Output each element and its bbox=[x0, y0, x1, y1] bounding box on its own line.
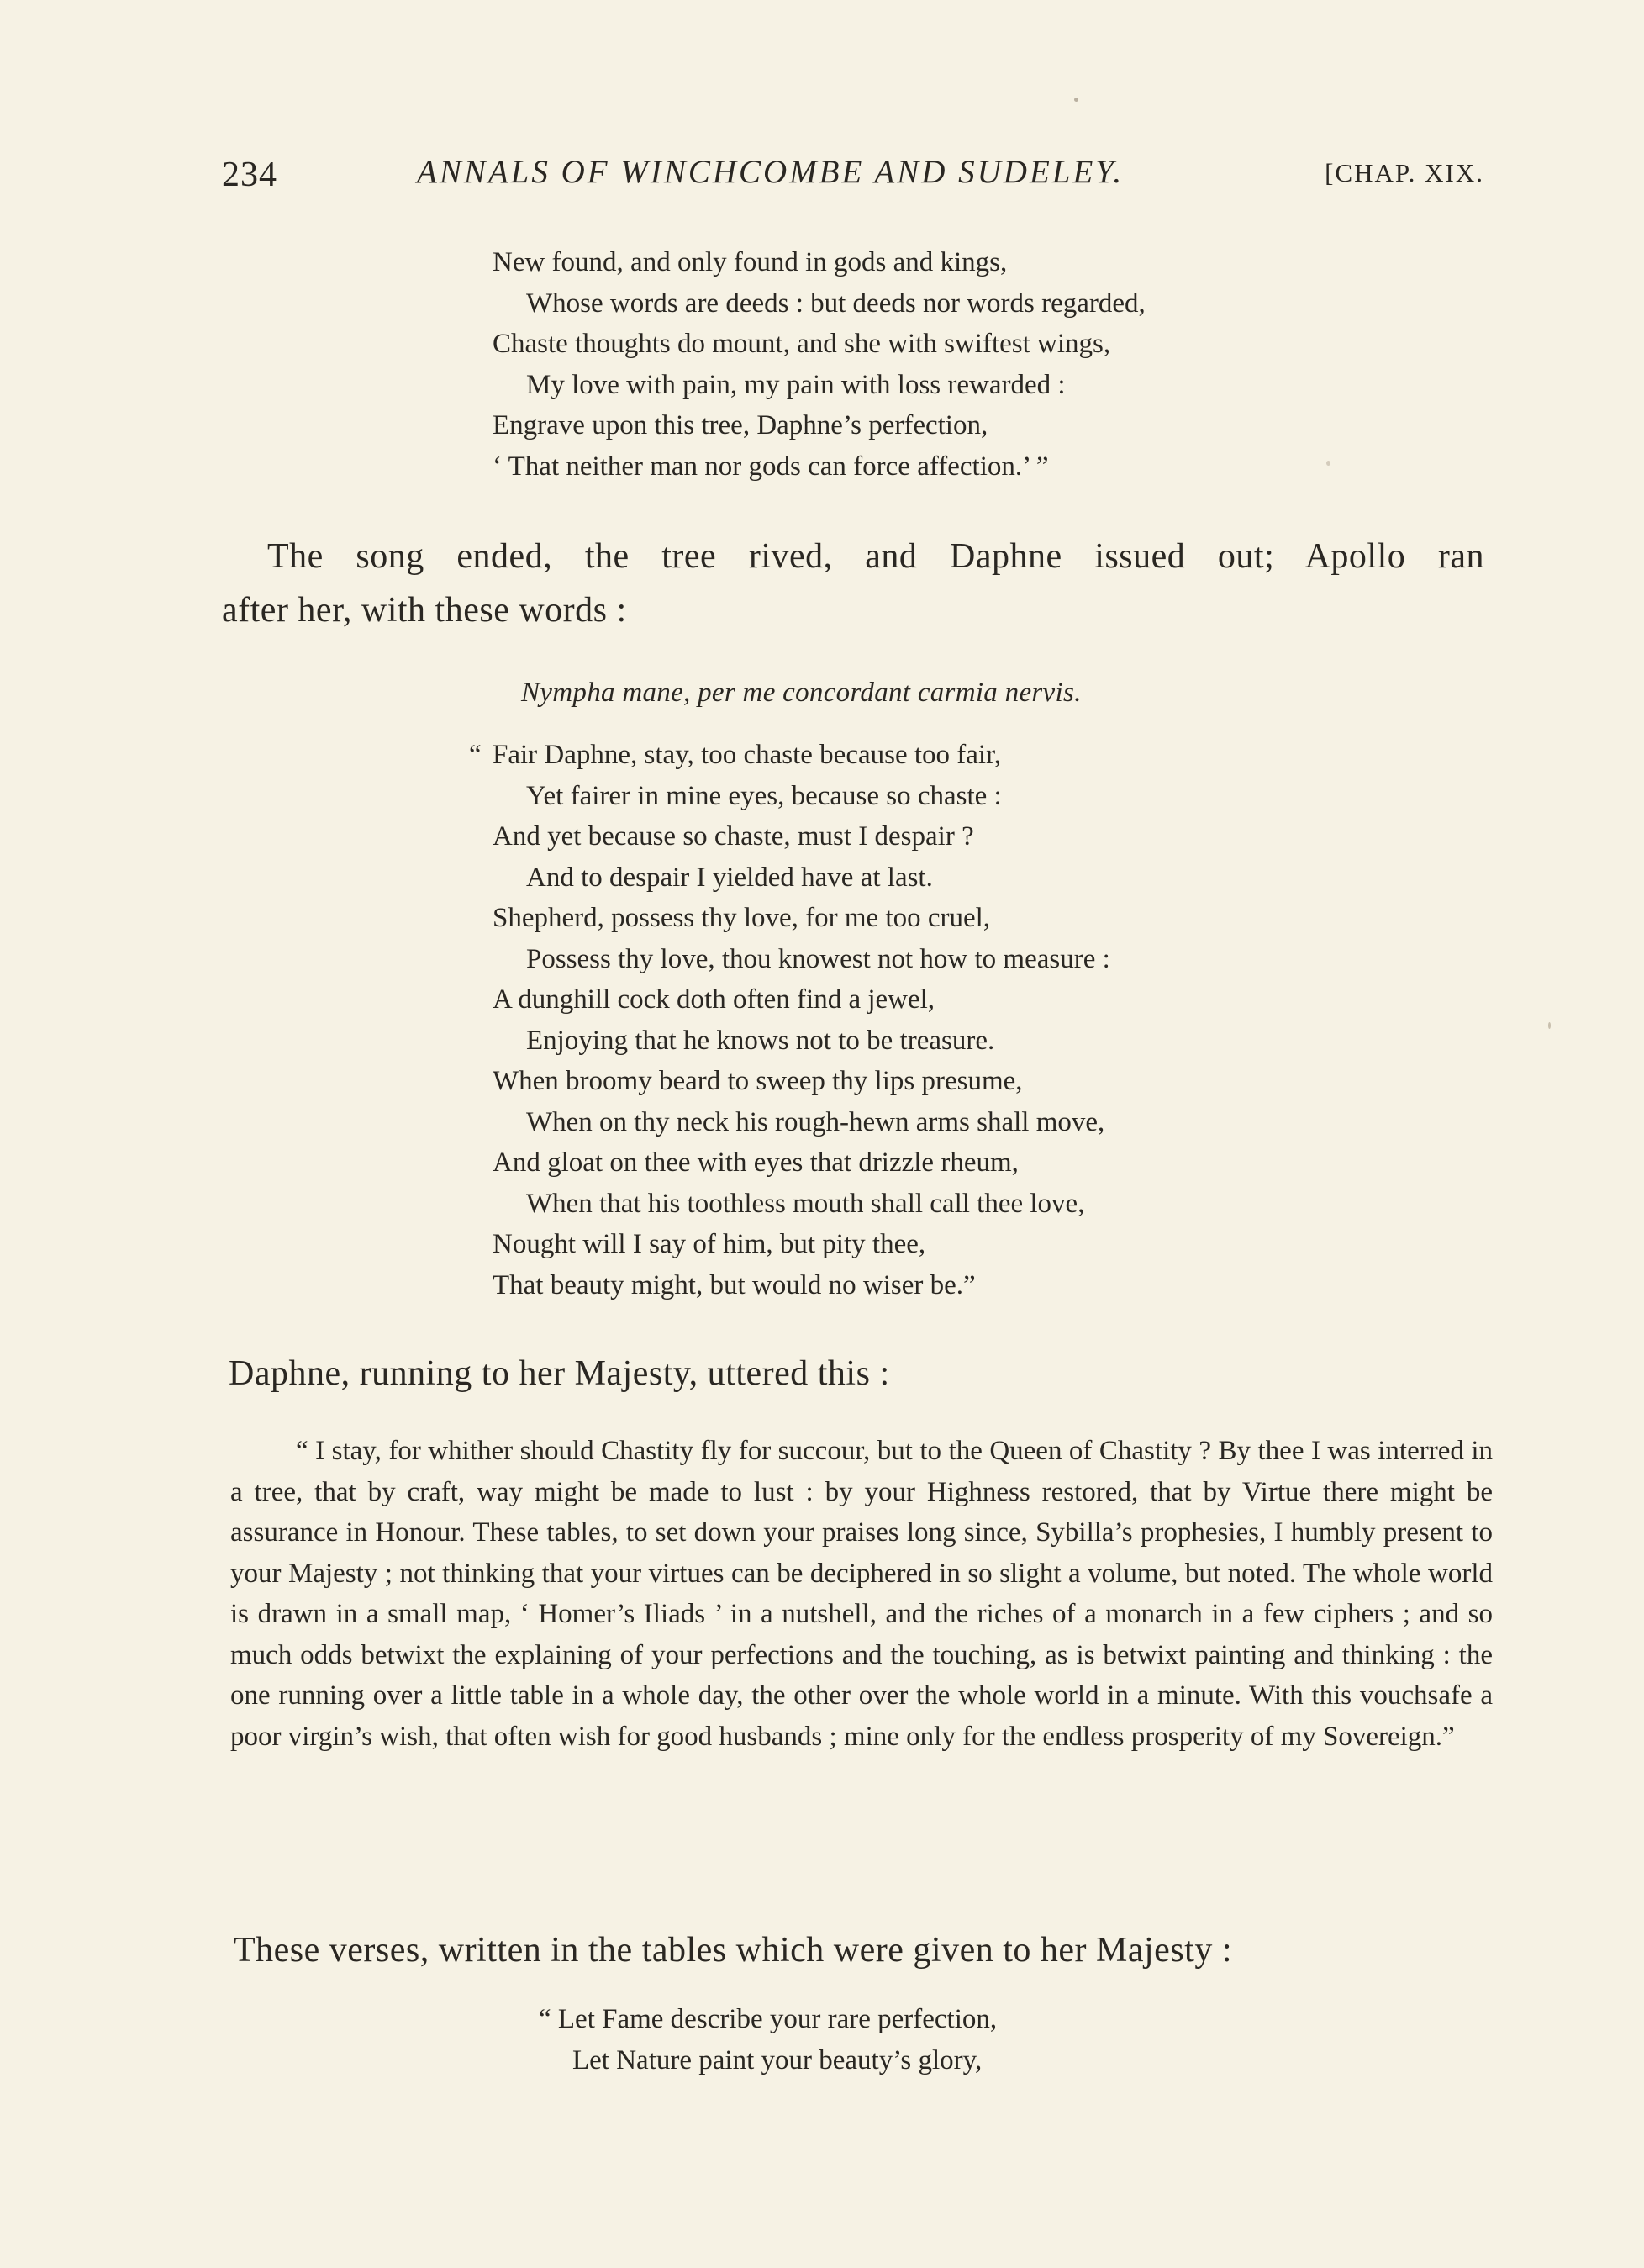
verse-line: A dunghill cock doth often find a jewel, bbox=[493, 984, 935, 1015]
verse-line-text: Fair Daphne, stay, too chaste because too fair, bbox=[493, 740, 1001, 770]
verse-line: When on thy neck his rough-hewn arms shall move, bbox=[526, 1106, 1105, 1137]
verse-line: And to despair I yielded have at last. bbox=[526, 862, 933, 893]
verse-block-1 bbox=[493, 242, 1146, 487]
daphne-speech-paragraph: “ I stay, for whither should Chastity fly for succour, but to the Queen of Chastity ? By thee I was interred in a tree, that by craft, way might be made to lust : by your Highness restored, that by Virtue there might be assurance in Honour. These tables, to set down your praises long since, Sybilla’s prophesies, I humbly present to your Majesty ; not thinking that your virtues can be deciphered in so slight a volume, but noted. The whole world is drawn in a small map, ‘ Homer’s Iliads ’ in a nutshell, and the riches of a monarch in a few ciphers ; and so much odds betwixt the explaining of your perfections and the touching, as is betwixt painting and thinking : the one running over a little table in a whole day, the other over the whole world in a minute. With this vouchsafe a poor virgin’s wish, that often wish for good husbands ; mine only for the endless prosperity of my Sovereign.” bbox=[230, 1436, 1493, 1752]
verse-line: ‘ That neither man nor gods can force affection.’ ” bbox=[493, 451, 1049, 482]
opening-quote: “ bbox=[469, 740, 482, 770]
verse-line: Possess thy love, thou knowest not how to measure : bbox=[526, 943, 1110, 974]
verse-line: Shepherd, possess thy love, for me too cruel, bbox=[493, 903, 991, 933]
paper-speck bbox=[1074, 98, 1078, 102]
verse-line: That beauty might, but would no wiser be.” bbox=[493, 1269, 976, 1300]
narrative-daphne: Daphne, running to her Majesty, uttered this : bbox=[229, 1354, 890, 1393]
verse-line: When that his toothless mouth shall call thee love, bbox=[526, 1188, 1085, 1219]
verse-line: Engrave upon this tree, Daphne’s perfection, bbox=[493, 410, 988, 440]
paper-speck bbox=[1326, 461, 1330, 466]
verse-line: And gloat on thee with eyes that drizzle rheum, bbox=[493, 1147, 1019, 1178]
verse-line: Let Nature paint your beauty’s glory, bbox=[572, 2044, 983, 2075]
latin-epigraph: Nympha mane, per me concordant carmia nervis. bbox=[521, 678, 1082, 708]
verse-line: When broomy beard to sweep thy lips presume, bbox=[493, 1066, 1023, 1096]
verse-line: Whose words are deeds : but deeds nor words regarded, bbox=[526, 287, 1146, 319]
verse-line bbox=[469, 735, 1110, 776]
verse-block-3 bbox=[539, 1999, 997, 2081]
running-title: ANNALS OF WINCHCOMBE AND SUDELEY. bbox=[417, 154, 1125, 190]
verse-line: Enjoying that he knows not to be treasure. bbox=[526, 1025, 995, 1056]
verse-line: Yet fairer in mine eyes, because so chaste : bbox=[526, 780, 1002, 811]
verse-line: My love with pain, my pain with loss rewarded : bbox=[526, 369, 1066, 400]
page-number: 234 bbox=[222, 156, 277, 194]
narrative-line: after her, with these words : bbox=[222, 591, 627, 630]
narrative-apollo bbox=[222, 530, 1484, 637]
verse-block-2 bbox=[469, 735, 1110, 1305]
verse-line: Nought will I say of him, but pity thee, bbox=[493, 1229, 926, 1259]
verse-line: “ Let Fame describe your rare perfection, bbox=[539, 2004, 998, 2034]
narrative-verses-intro: These verses, written in the tables which were given to her Majesty : bbox=[234, 1931, 1232, 1970]
verse-line: Chaste thoughts do mount, and she with swiftest wings, bbox=[493, 329, 1111, 359]
chapter-reference: [CHAP. XIX. bbox=[1325, 158, 1484, 187]
verse-line: New found, and only found in gods and kings, bbox=[493, 247, 1008, 277]
running-header bbox=[222, 150, 1484, 200]
paper-speck bbox=[1548, 1022, 1551, 1029]
narrative-line: The song ended, the tree rived, and Daphne issued out; Apollo ran bbox=[267, 537, 1484, 576]
verse-line: And yet because so chaste, must I despair ? bbox=[493, 821, 974, 852]
